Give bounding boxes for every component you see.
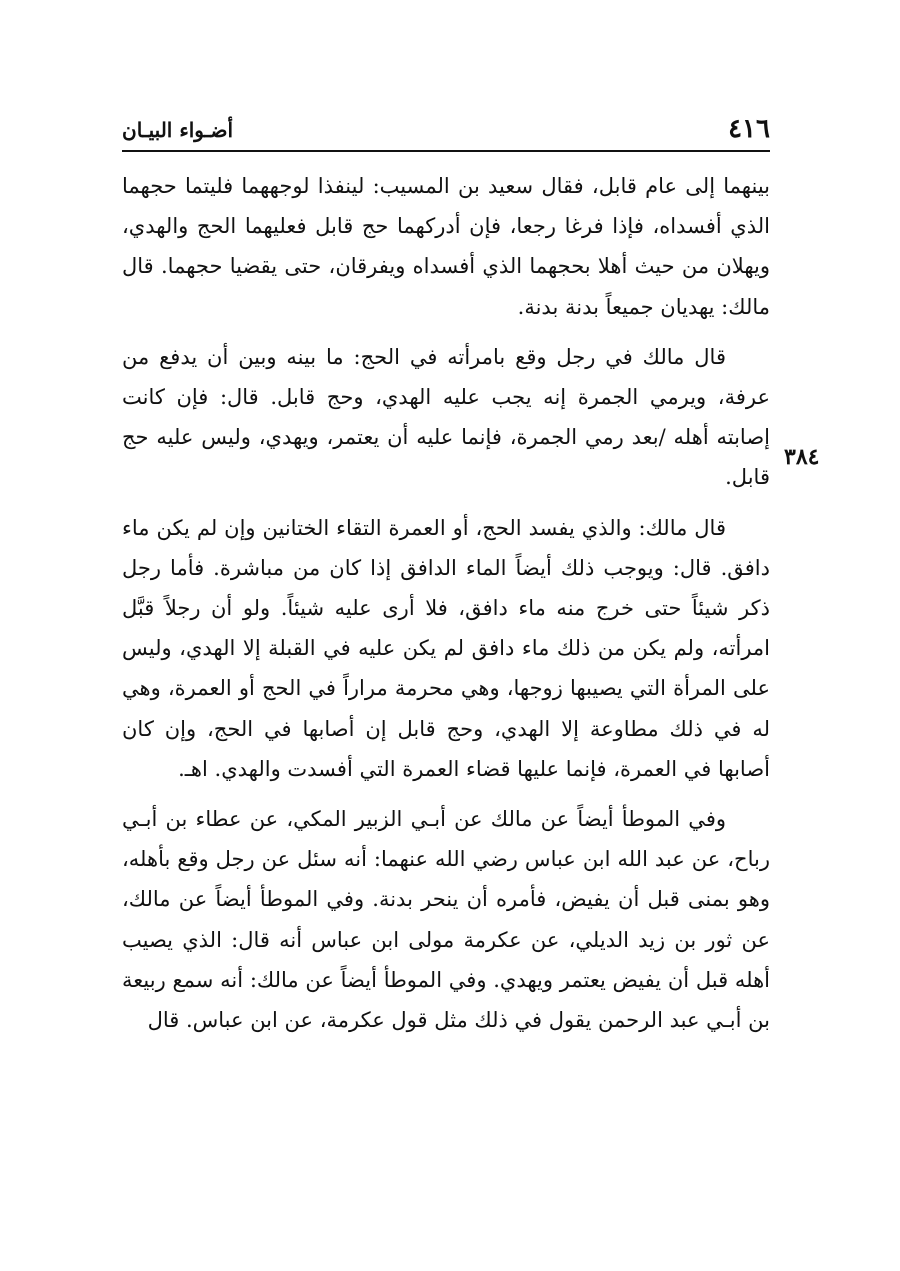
paragraph-3: قال مالك: والذي يفسد الحج، أو العمرة التقاء الختانين وإن لم يكن ماء دافق. قال: ويوجب ذلك أيضاً الماء الدافق إذا كان من مباشرة. فأما رجل ذكر شيئاً حتى خرج منه ماء دافق، فلا أرى عليه شيئاً. ولو أن رجلاً قبَّل امرأته، ولم يكن من ذلك ماء دافق لم يكن عليه في القبلة إلا الهدي، وليس على المرأة التي يصيبها زوجها، وهي محرمة مراراً في الحج أو العمرة، وهي له في ذلك مطاوعة إلا الهدي، وحج قابل إن أصابها في الحج، وإن كان أصابها في العمرة، فإنما عليها قضاء العمرة التي أفسدت والهدي. اهـ. bbox=[122, 515, 770, 781]
margin-page-reference: ٣٨٤ bbox=[784, 444, 820, 470]
page-header bbox=[122, 108, 770, 148]
page-number: ٤١٦ bbox=[728, 114, 770, 144]
paragraph-1: بينهما إلى عام قابل، فقال سعيد بن المسيب: لينفذا لوجههما فليتما حجهما الذي أفسداه، فإذا فرغا رجعا، فإن أدركهما حج قابل فعليهما الحج والهدي، ويهلان من حيث أهلا بحجهما الذي أفسداه ويفرقان، حتى يقضيا حجهما. قال مالك: يهديان جميعاً بدنة بدنة. bbox=[122, 174, 770, 319]
header-divider bbox=[122, 150, 770, 152]
book-title: أضـواء البيـان bbox=[122, 118, 234, 142]
paragraph-4: وفي الموطأ أيضاً عن مالك عن أبـي الزبير المكي، عن عطاء بن أبـي رباح، عن عبد الله ابن عباس رضي الله عنهما: أنه سئل عن رجل وقع بأهله، وهو بمنى قبل أن يفيض، فأمره أن ينحر بدنة. وفي الموطأ أيضاً عن مالك، عن ثور بن زيد الديلي، عن عكرمة مولى ابن عباس أنه قال: الذي يصيب أهله قبل أن يفيض يعتمر ويهدي. وفي الموطأ أيضاً عن مالك: أنه سمع ربيعة بن أبـي عبد الرحمن يقول في ذلك مثل قول عكرمة، عن ابن عباس. قال bbox=[122, 807, 770, 1033]
paragraph-2: قال مالك في رجل وقع بامرأته في الحج: ما بينه وبين أن يدفع من عرفة، ويرمي الجمرة إنه يجب عليه الهدي، وحج قابل. قال: فإن كانت إصابته أهله /بعد رمي الجمرة، فإنما عليه أن يعتمر، ويهدي، وليس عليه حج قابل. bbox=[122, 344, 770, 490]
body-text bbox=[122, 166, 770, 1040]
